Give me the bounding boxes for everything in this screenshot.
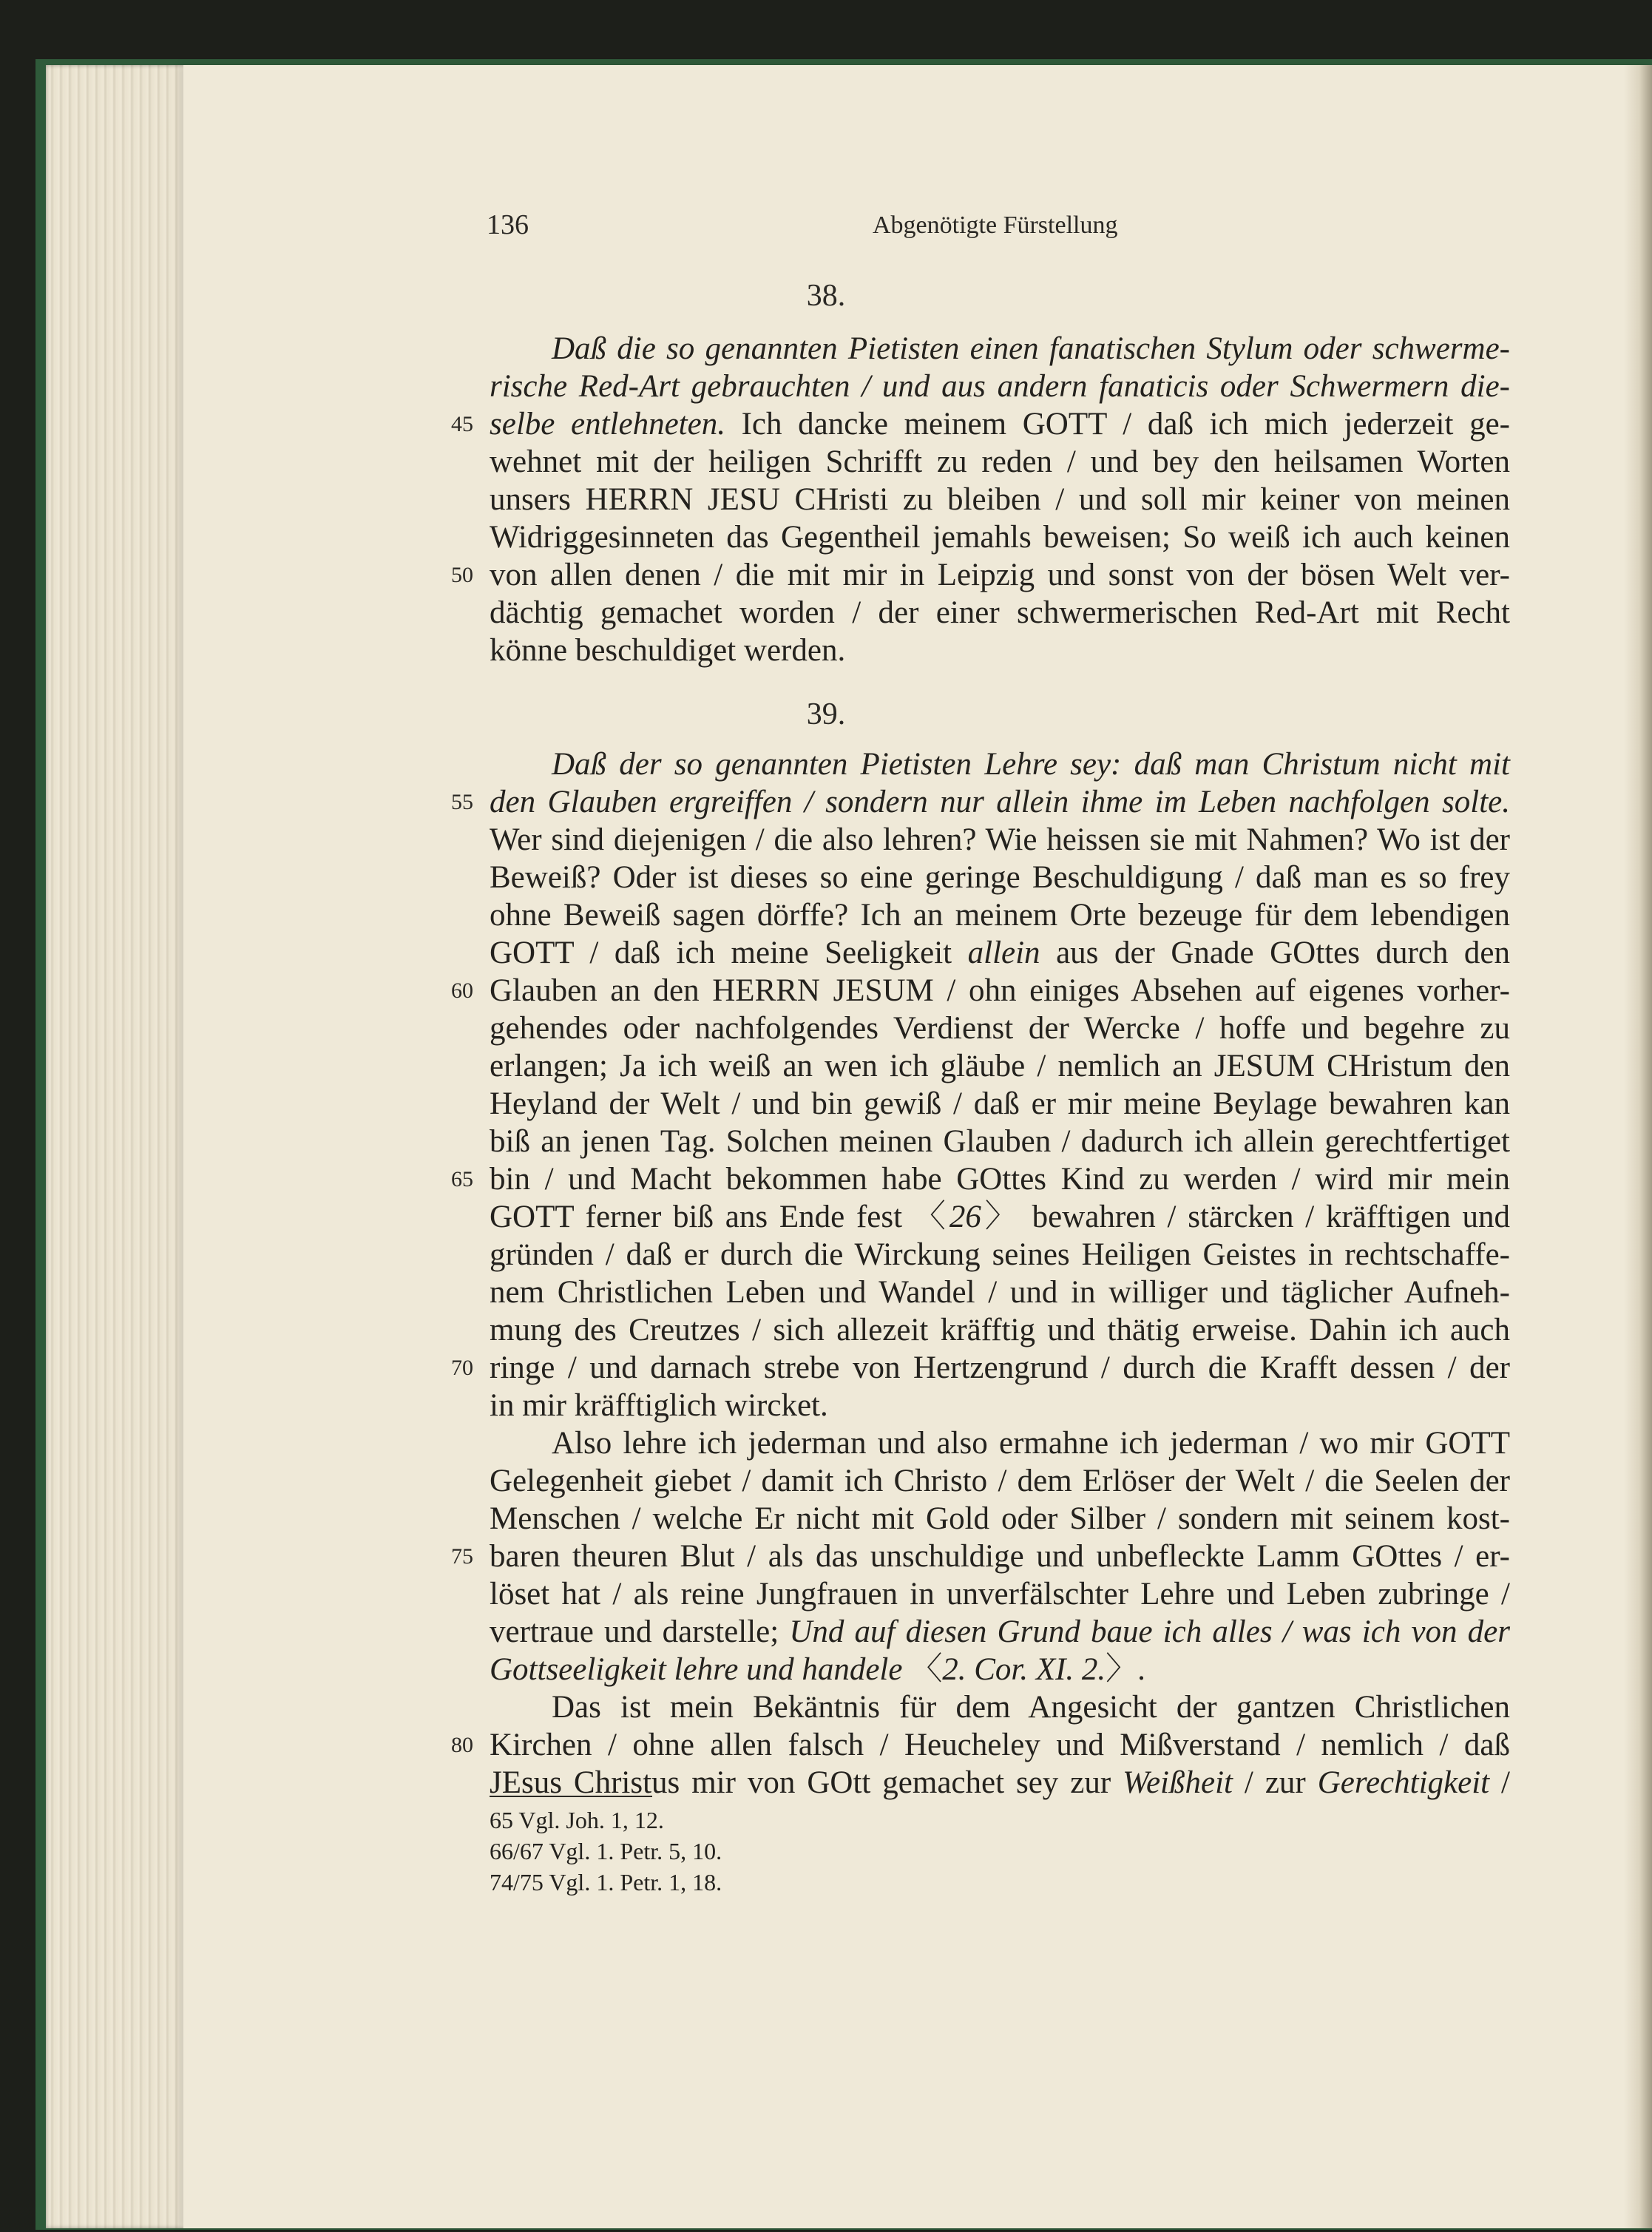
running-header (0, 209, 1652, 246)
text-line: GOTT / daß ich meine Seeligkeit allein aus der Gnade GOttes durch den (490, 936, 1510, 970)
text-line: Daß der so genannten Pietisten Lehre sey: daß man Christum nicht mit (552, 747, 1510, 782)
text-line: Kirchen / ohne allen falsch / Heucheley und Mißverstand / nemlich / daß (490, 1728, 1510, 1762)
section-heading-39: 39. (806, 697, 846, 731)
running-title: Abgenötigte Fürstellung (873, 212, 1118, 239)
text-line: JEsus Christus mir von GOtt gemachet sey zur Weißheit / zur Gerechtigkeit / (490, 1765, 1510, 1800)
text-line: biß an jenen Tag. Solchen meinen Glauben / dadurch ich allein gerechtfertiget (490, 1124, 1510, 1159)
text-line: löset hat / als reine Jungfrauen in unverfälschter Lehre und Leben zubringe / (490, 1577, 1510, 1612)
text-line: den Glauben ergreiffen / sondern nur allein ihme im Leben nachfolgen solte. (490, 785, 1510, 819)
text-line: Das ist mein Bekäntnis für dem Angesicht der gantzen Christlichen (552, 1690, 1510, 1725)
footnote: 66/67 Vgl. 1. Petr. 5, 10. (490, 1838, 722, 1864)
text-line: Glauben an den HERRN JESUM / ohn einiges Absehen auf eigenes vorher- (490, 973, 1510, 1008)
text-line: Also lehre ich jederman und also ermahne ich jederman / wo mir GOTT (552, 1426, 1510, 1461)
text-line: vertraue und darstelle; Und auf diesen Grund baue ich alles / was ich von der (490, 1614, 1510, 1649)
section-38-text (490, 330, 1510, 669)
line-number: 70 (451, 1356, 473, 1380)
page-gutter (1624, 65, 1652, 2228)
text-line: Widriggesinneten das Gegentheil jemahls beweisen; So weiß ich auch keinen (490, 520, 1510, 555)
text-line: mung des Creutzes / sich allezeit kräfftig und thätig erweise. Dahin ich auch (490, 1313, 1510, 1347)
line-number: 60 (451, 978, 473, 1003)
footnotes (490, 1805, 1155, 1898)
footnote: 74/75 Vgl. 1. Petr. 1, 18. (490, 1869, 722, 1895)
text-line: nem Christlichen Leben und Wandel / und in williger und täglicher Aufneh- (490, 1275, 1510, 1310)
line-number: 45 (451, 412, 473, 436)
text-line: rische Red-Art gebrauchten / und aus andern fanaticis oder Schwermern die- (490, 369, 1510, 404)
text-line: Gelegenheit giebet / damit ich Christo / dem Erlöser der Welt / die Seelen der (490, 1464, 1510, 1498)
text-line: erlangen; Ja ich weiß an wen ich gläube / nemlich an JESUM CHristum den (490, 1049, 1510, 1083)
text-line: unsers HERRN JESU CHristi zu bleiben / und soll mir keiner von meinen (490, 482, 1510, 517)
line-number: 65 (451, 1167, 473, 1191)
text-line: Beweiß? Oder ist dieses so eine geringe Beschuldigung / daß man es so frey (490, 860, 1510, 895)
text-line: bin / und Macht bekommen habe GOttes Kind zu werden / wird mir mein (490, 1162, 1510, 1197)
footnote-rule (490, 1796, 652, 1797)
line-number: 55 (451, 790, 473, 814)
text-line: dächtig gemachet worden / der einer schwermerischen Red-Art mit Recht (490, 595, 1510, 630)
text-line: baren theuren Blut / als das unschuldige und unbefleckte Lamm GOttes / er- (490, 1539, 1510, 1574)
line-number: 75 (451, 1544, 473, 1569)
text-line: ringe / und darnach strebe von Hertzengrund / durch die Krafft dessen / der (490, 1350, 1510, 1385)
text-line: GOTT ferner biß ans Ende fest 〈26〉 bewahren / stärcken / kräfftigen und (490, 1200, 1510, 1234)
text-line: von allen denen / die mit mir in Leipzig und sonst von der bösen Welt ver- (490, 558, 1510, 592)
text-line: Menschen / welche Er nicht mit Gold oder Silber / sondern mit seinem kost- (490, 1501, 1510, 1536)
line-number: 50 (451, 563, 473, 587)
text-line: selbe entlehneten. Ich dancke meinem GOTT / daß ich mich jederzeit ge- (490, 407, 1510, 442)
footnote: 65 Vgl. Joh. 1, 12. (490, 1807, 664, 1833)
text-line: Gottseeligkeit lehre und handele 〈2. Cor. XI. 2.〉. (490, 1652, 1145, 1687)
text-line: gründen / daß er durch die Wirckung seines Heiligen Geistes in rechtschaffe- (490, 1237, 1510, 1272)
text-line: Wer sind diejenigen / die also lehren? Wie heissen sie mit Nahmen? Wo ist der (490, 822, 1510, 857)
text-line: in mir kräfftiglich wircket. (490, 1388, 828, 1423)
text-line: Daß die so genannten Pietisten einen fanatischen Stylum oder schwerme- (552, 331, 1510, 366)
text-line: könne beschuldiget werden. (490, 633, 846, 668)
text-line: ohne Beweiß sagen dörffe? Ich an meinem Orte bezeuge für dem lebendigen (490, 898, 1510, 933)
section-39-text (490, 745, 1510, 1802)
section-heading-38: 38. (806, 279, 846, 313)
text-line: gehendes oder nachfolgendes Verdienst der Wercke / hoffe und begehre zu (490, 1011, 1510, 1046)
line-number: 80 (451, 1733, 473, 1757)
text-line: Heyland der Welt / und bin gewiß / daß er mir meine Beylage bewahren kan (490, 1086, 1510, 1121)
page-number: 136 (487, 209, 529, 240)
text-line: wehnet mit der heiligen Schrifft zu reden / und bey den heilsamen Worten (490, 444, 1510, 479)
